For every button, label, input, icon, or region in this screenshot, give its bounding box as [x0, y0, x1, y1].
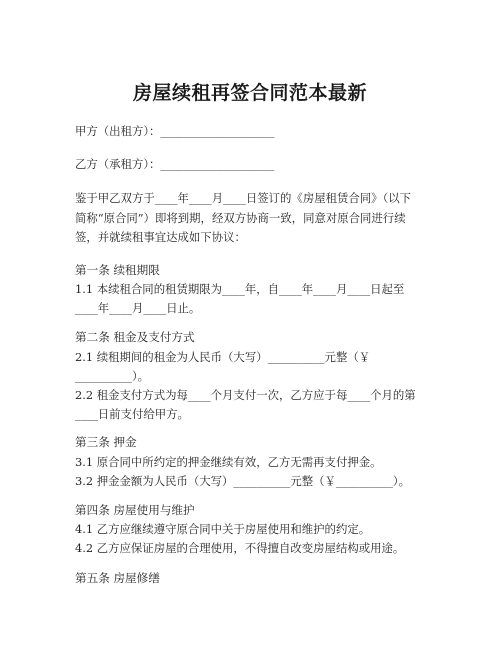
clause-line: 4.1 乙方应继续遵守原合同中关于房屋使用和维护的约定。 — [75, 522, 371, 536]
clause-line: 4.2 乙方应保证房屋的合理使用，不得擅自改变房屋结构或用途。 — [75, 541, 405, 555]
section-heading-3: 第三条 押金 — [75, 435, 137, 449]
section-heading-2: 第二条 租金及支付方式 — [75, 330, 195, 344]
section-heading-5: 第五条 房屋修缮 — [75, 571, 160, 585]
intro-line: 签，并就续租事宜达成如下协议： — [75, 230, 246, 244]
party-b-line: 乙方（承租方）：____________________ — [75, 157, 275, 171]
clause-line: ____日前支付给甲方。 — [75, 407, 189, 421]
party-a-line: 甲方（出租方）：____________________ — [75, 124, 275, 138]
clause-line: 2.1 续租期间的租金为人民币（大写）__________元整（￥ — [75, 350, 371, 364]
clause-line: 3.1 原合同中所约定的押金继续有效，乙方无需再支付押金。 — [75, 455, 382, 469]
clause-line: ____年____月____日止。 — [75, 301, 201, 315]
intro-line: 简称“原合同”）即将到期，经双方协商一致，同意对原合同进行续 — [75, 211, 406, 225]
clause-line: __________）。 — [75, 369, 150, 383]
section-heading-4: 第四条 房屋使用与维护 — [75, 503, 195, 517]
clause-line: 2.2 租金支付方式为每____个月支付一次，乙方应于每____个月的第 — [75, 388, 416, 402]
clause-line: 3.2 押金金额为人民币（大写）__________元整（￥__________）。 — [75, 474, 410, 488]
clause-line: 1.1 本续租合同的租赁期限为____年，自____年____月____日起至 — [75, 282, 405, 296]
section-heading-1: 第一条 续租期限 — [75, 263, 160, 277]
document-title: 房屋续租再签合同范本最新 — [132, 82, 367, 104]
intro-line: 鉴于甲乙双方于____年____月____日签订的《房屋租赁合同》（以下 — [75, 191, 412, 205]
